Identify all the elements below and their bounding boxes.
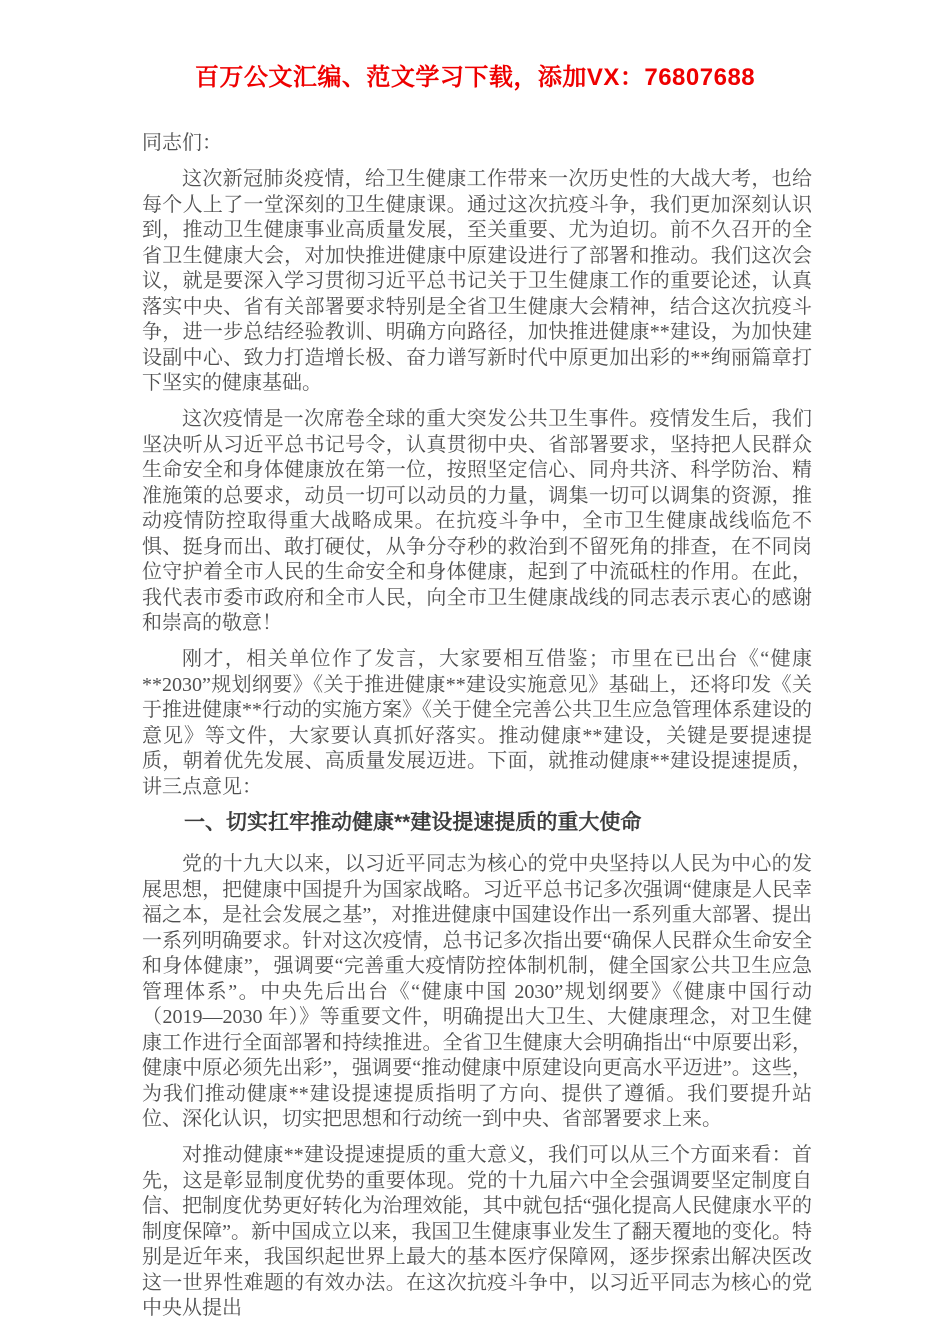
paragraph-documents-plan: 刚才，相关单位作了发言，大家要相互借鉴；市里在已出台《“健康**2030”规划纲要》《关于推进健康**建设实施意见》基础上，还将印发《关于推进健康**行动的实施方案》《关于健全完善公共卫生应急管理体系建设的意见》等文件，大家要认真抓好落实。推动健康**建设，关键是要提速提质，朝着优先发展、高质量发展迈进。下面，就推动健康**建设提速提质，讲三点意见：: [142, 648, 812, 798]
paragraph-party-strategy: 党的十九大以来，以习近平同志为核心的党中央坚持以人民为中心的发展思想，把健康中国提升为国家战略。习近平总书记多次强调“健康是人民幸福之本，是社会发展之基”，对推进健康中国建设作出一系列重大部署、提出一系列明确要求。针对这次疫情，总书记多次指出要“确保人民群众生命安全和身体健康”，强调要“完善重大疫情防控体制机制，健全国家公共卫生应急管理体系”。中央先后出台《“健康中国 2030”规划纲要》《健康中国行动（2019—2030 年）》等重要文件，明确提出大卫生、大健康理念，对卫生健康工作进行全面部署和持续推进。全省卫生健康大会明确指出“中原要出彩，健康中原必须先出彩”，强调要“推动健康中原建设向更高水平迈进”。这些，为我们推动健康**建设提速提质指明了方向、提供了遵循。我们要提升站位、深化认识，切实把思想和行动统一到中央、省部署要求上来。: [142, 853, 812, 1130]
document-body: [142, 131, 812, 1322]
paragraph-significance: 对推动健康**建设提速提质的重大意义，我们可以从三个方面来看：首先，这是彰显制度优势的重要体现。党的十九届六中全会强调要坚定制度自信、把制度优势更好转化为治理效能，其中就包括“强化提高人民健康水平的制度保障”。新中国成立以来，我国卫生健康事业发生了翻天覆地的变化。特别是近年来，我国织起世界上最大的基本医疗保障网，逐步探索出解决医改这一世界性难题的有效办法。在这次抗疫斗争中，以习近平同志为核心的党中央从提出: [142, 1144, 812, 1319]
section-heading-1: 一、切实扛牢推动健康**建设提速提质的重大使命: [184, 811, 642, 834]
salutation: 同志们：: [142, 132, 222, 154]
promo-header-text: 百万公文汇编、范文学习下载，添加VX：76807688: [194, 64, 756, 91]
paragraph-intro-epidemic: 这次新冠肺炎疫情，给卫生健康工作带来一次历史性的大战大考，也给每个人上了一堂深刻的卫生健康课。通过这次抗疫斗争，我们更加深刻认识到，推动卫生健康事业高质量发展，至关重要、尤为迫切。前不久召开的全省卫生健康大会，对加快推进健康中原建设进行了部署和推动。我们这次会议，就是要深入学习贯彻习近平总书记关于卫生健康工作的重要论述，认真落实中央、省有关部署要求特别是全省卫生健康大会精神，结合这次抗疫斗争，进一步总结经验教训、明确方向路径，加快推进健康**建设，为加快建设副中心、致力打造增长极、奋力谱写新时代中原更加出彩的**绚丽篇章打下坚实的健康基础。: [142, 168, 812, 394]
paragraph-epidemic-response: 这次疫情是一次席卷全球的重大突发公共卫生事件。疫情发生后，我们坚决听从习近平总书记号令，认真贯彻中央、省部署要求，坚持把人民群众生命安全和身体健康放在第一位，按照坚定信心、同舟共济、科学防治、精准施策的总要求，动员一切可以动员的力量，调集一切可以调集的资源，推动疫情防控取得重大战略成果。在抗疫斗争中，全市卫生健康战线临危不惧、挺身而出、敢打硬仗，从争分夺秒的救治到不留死角的排查，在不同岗位守护着全市人民的生命安全和身体健康，起到了中流砥柱的作用。在此，我代表市委市政府和全市人民，向全市卫生健康战线的同志表示衷心的感谢和崇高的敬意！: [142, 408, 812, 634]
